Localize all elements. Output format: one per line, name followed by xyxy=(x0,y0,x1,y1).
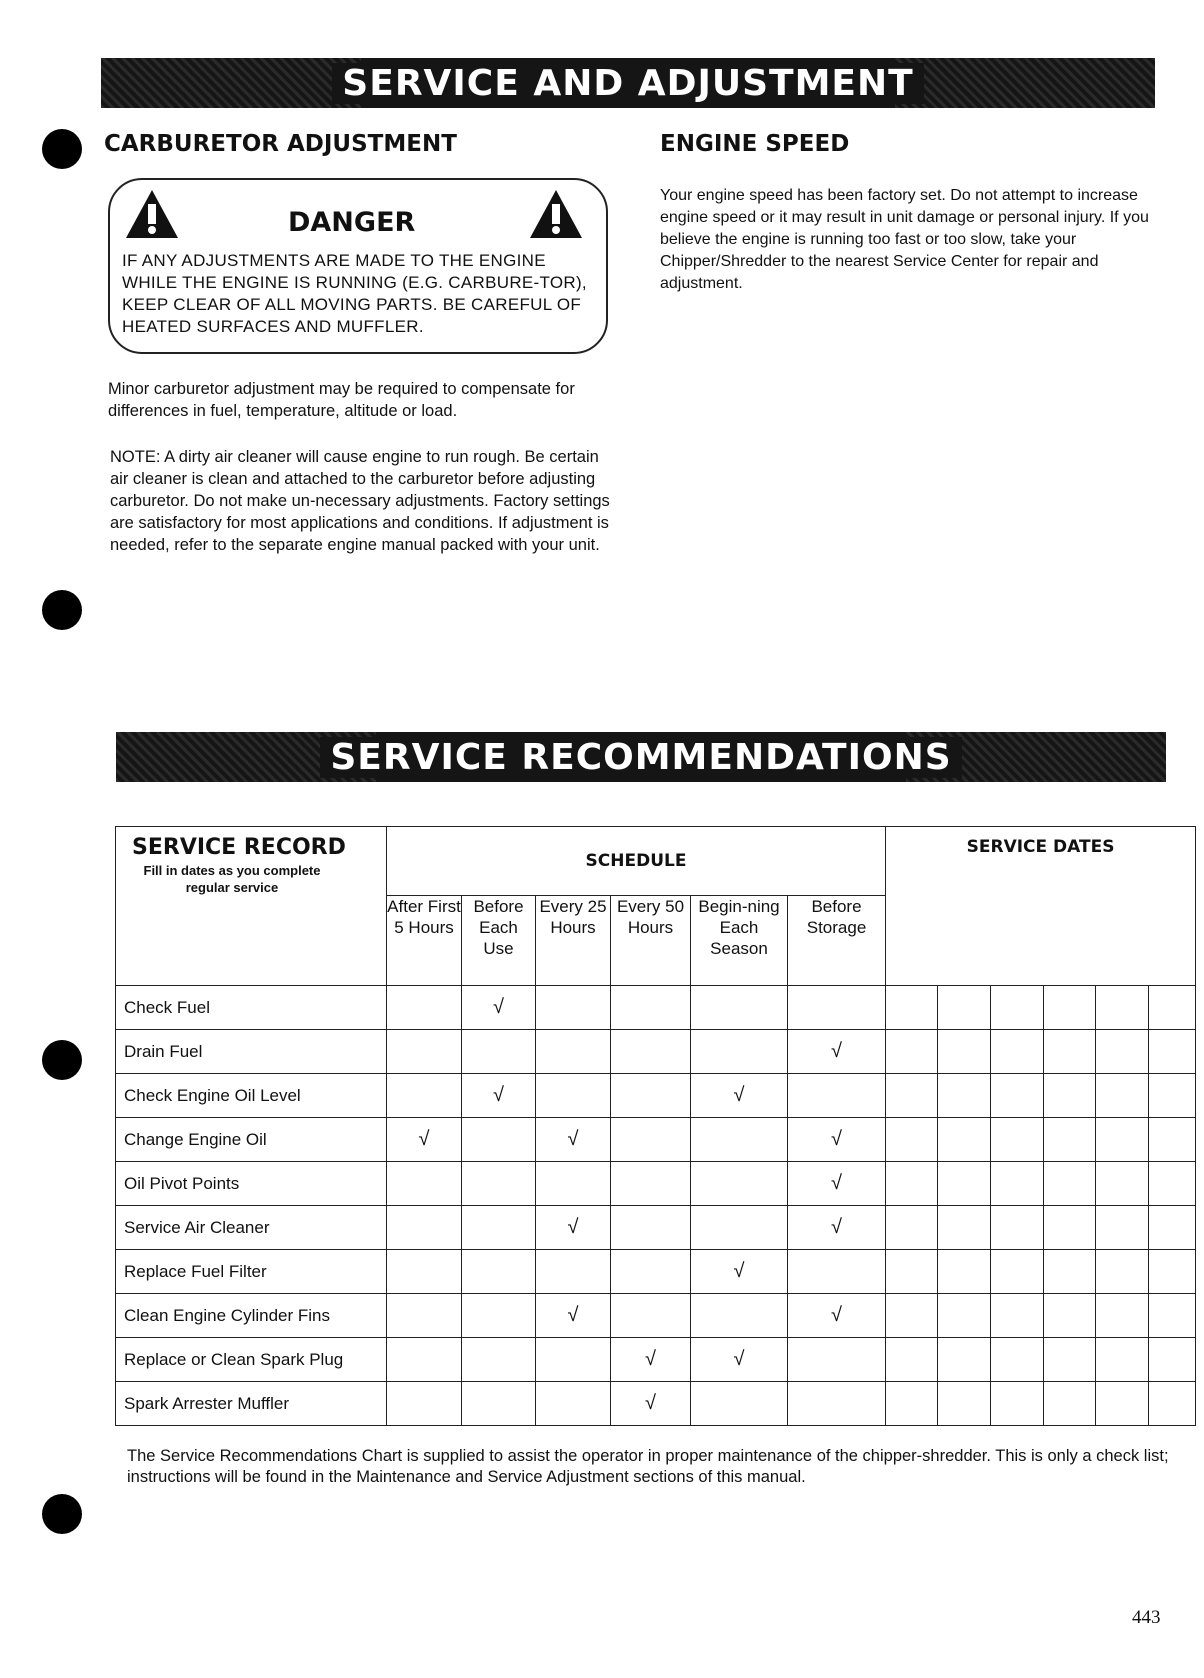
service-item-label: Change Engine Oil xyxy=(116,1118,387,1162)
service-date-cell[interactable] xyxy=(1096,1074,1149,1118)
service-date-cell[interactable] xyxy=(1149,1382,1196,1426)
checkmark-cell: √ xyxy=(462,1074,536,1118)
service-dates-header: SERVICE DATES xyxy=(886,827,1196,986)
schedule-cell xyxy=(462,1250,536,1294)
service-date-cell[interactable] xyxy=(886,1206,938,1250)
service-date-cell[interactable] xyxy=(1044,1118,1096,1162)
schedule-cell xyxy=(536,1382,611,1426)
schedule-cell xyxy=(387,1074,462,1118)
service-date-cell[interactable] xyxy=(1149,986,1196,1030)
service-date-cell[interactable] xyxy=(938,1338,991,1382)
service-date-cell[interactable] xyxy=(886,1294,938,1338)
warning-triangle-icon xyxy=(124,188,180,240)
service-date-cell[interactable] xyxy=(886,1382,938,1426)
schedule-cell xyxy=(387,1382,462,1426)
service-date-cell[interactable] xyxy=(886,1250,938,1294)
schedule-cell xyxy=(536,1338,611,1382)
service-date-cell[interactable] xyxy=(1149,1294,1196,1338)
checkmark-cell: √ xyxy=(788,1294,886,1338)
service-date-cell[interactable] xyxy=(886,1074,938,1118)
service-date-cell[interactable] xyxy=(1096,1250,1149,1294)
schedule-cell xyxy=(611,1118,691,1162)
service-date-cell[interactable] xyxy=(938,1118,991,1162)
service-date-cell[interactable] xyxy=(1149,1250,1196,1294)
schedule-cell xyxy=(462,1206,536,1250)
service-record-title: SERVICE RECORD xyxy=(132,835,346,860)
schedule-column-header: Before Storage xyxy=(788,895,886,985)
service-item-label: Oil Pivot Points xyxy=(116,1162,387,1206)
service-date-cell[interactable] xyxy=(938,986,991,1030)
banner-title: SERVICE AND ADJUSTMENT xyxy=(332,63,923,104)
punch-hole xyxy=(42,1494,82,1534)
service-date-cell[interactable] xyxy=(1044,1206,1096,1250)
table-row xyxy=(116,1030,1196,1074)
schedule-cell xyxy=(691,1294,788,1338)
service-date-cell[interactable] xyxy=(886,1338,938,1382)
service-item-label: Check Fuel xyxy=(116,986,387,1030)
service-date-cell[interactable] xyxy=(1149,1206,1196,1250)
schedule-cell xyxy=(788,1382,886,1426)
schedule-cell xyxy=(536,1074,611,1118)
service-date-cell[interactable] xyxy=(1044,1162,1096,1206)
service-date-cell[interactable] xyxy=(991,1074,1044,1118)
service-date-cell[interactable] xyxy=(1149,1162,1196,1206)
carburetor-heading: CARBURETOR ADJUSTMENT xyxy=(104,131,457,157)
note-paragraph: NOTE: A dirty air cleaner will cause engine to run rough. Be certain air cleaner is clean and attached to the carburetor before adjusting carburetor. Do not make un-necessary adjustments. Factory settings are satisfactory for most applications and conditions. If adjustment is needed, refer to the separate engine manual packed with your unit. xyxy=(110,448,610,554)
schedule-cell xyxy=(611,1206,691,1250)
service-date-cell[interactable] xyxy=(1044,1030,1096,1074)
schedule-cell xyxy=(788,1250,886,1294)
service-date-cell[interactable] xyxy=(1149,1074,1196,1118)
table-row xyxy=(116,1294,1196,1338)
service-date-cell[interactable] xyxy=(886,1030,938,1074)
checkmark-cell: √ xyxy=(691,1074,788,1118)
schedule-column-header: After First 5 Hours xyxy=(387,895,462,985)
service-table xyxy=(115,826,1196,1426)
checkmark-cell: √ xyxy=(691,1250,788,1294)
service-date-cell[interactable] xyxy=(886,986,938,1030)
service-date-cell[interactable] xyxy=(1096,1382,1149,1426)
schedule-cell xyxy=(536,986,611,1030)
service-date-cell[interactable] xyxy=(1096,1030,1149,1074)
schedule-cell xyxy=(691,1382,788,1426)
checkmark-cell: √ xyxy=(536,1294,611,1338)
danger-title: DANGER xyxy=(288,207,416,238)
schedule-cell xyxy=(611,1074,691,1118)
checkmark-cell: √ xyxy=(387,1118,462,1162)
service-date-cell[interactable] xyxy=(1044,1338,1096,1382)
service-date-cell[interactable] xyxy=(1044,986,1096,1030)
service-item-label: Check Engine Oil Level xyxy=(116,1074,387,1118)
schedule-cell xyxy=(462,1294,536,1338)
footer-text: The Service Recommendations Chart is supplied to assist the operator in proper maintenance of the chipper-shredder. This is only a check list; instructions will be found in the Maintenance and Service Adjustment sections of this manual. xyxy=(127,1447,1169,1486)
punch-hole xyxy=(42,129,82,169)
service-date-cell[interactable] xyxy=(1096,1162,1149,1206)
service-date-cell[interactable] xyxy=(991,1118,1044,1162)
schedule-cell xyxy=(611,1294,691,1338)
checkmark-cell: √ xyxy=(462,986,536,1030)
table-row xyxy=(116,1206,1196,1250)
service-date-cell[interactable] xyxy=(938,1250,991,1294)
checkmark-cell: √ xyxy=(788,1162,886,1206)
engine-speed-text: Your engine speed has been factory set. Do not attempt to increase engine speed or it may result in unit damage or personal injury. If you believe the engine is running too fast or too slow, take your Chipper/Shredder to the nearest Service Center for repair and adjustment. xyxy=(660,187,1149,292)
checkmark-cell: √ xyxy=(691,1338,788,1382)
table-row xyxy=(116,1382,1196,1426)
banner-title: SERVICE RECOMMENDATIONS xyxy=(320,737,961,778)
service-item-label: Replace Fuel Filter xyxy=(116,1250,387,1294)
schedule-column-header: Begin-ning Each Season xyxy=(691,895,788,985)
service-date-cell[interactable] xyxy=(1044,1074,1096,1118)
schedule-cell xyxy=(536,1250,611,1294)
service-date-cell[interactable] xyxy=(1044,1250,1096,1294)
schedule-cell xyxy=(611,1030,691,1074)
table-row xyxy=(116,986,1196,1030)
service-recommendations-banner xyxy=(116,732,1166,782)
checkmark-cell: √ xyxy=(611,1338,691,1382)
punch-hole xyxy=(42,1040,82,1080)
schedule-cell xyxy=(691,1030,788,1074)
schedule-cell xyxy=(387,1162,462,1206)
service-date-cell[interactable] xyxy=(1096,1118,1149,1162)
schedule-cell xyxy=(788,1338,886,1382)
schedule-cell xyxy=(387,986,462,1030)
schedule-cell xyxy=(788,1074,886,1118)
service-date-cell[interactable] xyxy=(1096,1338,1149,1382)
schedule-cell xyxy=(462,1030,536,1074)
checkmark-cell: √ xyxy=(536,1118,611,1162)
checkmark-cell: √ xyxy=(788,1206,886,1250)
service-date-cell[interactable] xyxy=(938,1030,991,1074)
schedule-cell xyxy=(387,1250,462,1294)
service-date-cell[interactable] xyxy=(991,1250,1044,1294)
service-item-label: Clean Engine Cylinder Fins xyxy=(116,1294,387,1338)
checkmark-cell: √ xyxy=(788,1118,886,1162)
service-date-cell[interactable] xyxy=(991,986,1044,1030)
service-date-cell[interactable] xyxy=(938,1162,991,1206)
service-date-cell[interactable] xyxy=(1044,1294,1096,1338)
service-item-label: Replace or Clean Spark Plug xyxy=(116,1338,387,1382)
schedule-cell xyxy=(536,1162,611,1206)
schedule-cell xyxy=(536,1030,611,1074)
schedule-cell xyxy=(691,986,788,1030)
service-date-cell[interactable] xyxy=(1096,1206,1149,1250)
table-row xyxy=(116,1250,1196,1294)
service-date-cell[interactable] xyxy=(886,1162,938,1206)
service-date-cell[interactable] xyxy=(991,1030,1044,1074)
service-date-cell[interactable] xyxy=(991,1162,1044,1206)
service-adjustment-banner xyxy=(101,58,1155,108)
service-date-cell[interactable] xyxy=(991,1338,1044,1382)
service-date-cell[interactable] xyxy=(938,1294,991,1338)
service-date-cell[interactable] xyxy=(1149,1338,1196,1382)
schedule-cell xyxy=(691,1206,788,1250)
service-date-cell[interactable] xyxy=(1096,986,1149,1030)
page-number: 443 xyxy=(1132,1607,1161,1628)
schedule-cell xyxy=(387,1206,462,1250)
service-date-cell[interactable] xyxy=(886,1118,938,1162)
service-date-cell[interactable] xyxy=(1096,1294,1149,1338)
warning-triangle-icon xyxy=(528,188,584,240)
schedule-cell xyxy=(387,1294,462,1338)
service-date-cell[interactable] xyxy=(1149,1118,1196,1162)
schedule-cell xyxy=(462,1382,536,1426)
service-date-cell[interactable] xyxy=(1044,1382,1096,1426)
service-date-cell[interactable] xyxy=(991,1294,1044,1338)
danger-text: IF ANY ADJUSTMENTS ARE MADE TO THE ENGINE WHILE THE ENGINE IS RUNNING (E.G. CARBURE-TOR), KEEP CLEAR OF ALL MOVING PARTS. BE CAREFUL OF HEATED SURFACES AND MUFFLER. xyxy=(122,251,587,336)
service-date-cell[interactable] xyxy=(991,1206,1044,1250)
schedule-header: SCHEDULE xyxy=(387,827,886,896)
schedule-cell xyxy=(691,1118,788,1162)
table-row xyxy=(116,1338,1196,1382)
service-record-subtitle: Fill in dates as you complete regular service xyxy=(143,863,321,895)
schedule-column-header: Every 50 Hours xyxy=(611,895,691,985)
schedule-cell xyxy=(611,1162,691,1206)
service-date-cell[interactable] xyxy=(938,1206,991,1250)
schedule-cell xyxy=(387,1338,462,1382)
service-record-header xyxy=(116,827,387,986)
schedule-cell xyxy=(788,986,886,1030)
schedule-column-header: Before Each Use xyxy=(462,895,536,985)
engine-speed-heading: ENGINE SPEED xyxy=(660,131,850,157)
schedule-column-header: Every 25 Hours xyxy=(536,895,611,985)
service-date-cell[interactable] xyxy=(938,1074,991,1118)
service-item-label: Spark Arrester Muffler xyxy=(116,1382,387,1426)
service-item-label: Drain Fuel xyxy=(116,1030,387,1074)
service-table-body xyxy=(116,986,1196,1426)
schedule-cell xyxy=(462,1118,536,1162)
schedule-cell xyxy=(611,1250,691,1294)
service-item-label: Service Air Cleaner xyxy=(116,1206,387,1250)
service-date-cell[interactable] xyxy=(938,1382,991,1426)
carburetor-paragraph: Minor carburetor adjustment may be required to compensate for differences in fuel, temperature, altitude or load. xyxy=(108,380,575,420)
checkmark-cell: √ xyxy=(611,1382,691,1426)
schedule-cell xyxy=(691,1162,788,1206)
schedule-cell xyxy=(462,1162,536,1206)
schedule-cell xyxy=(611,986,691,1030)
table-row xyxy=(116,1074,1196,1118)
schedule-cell xyxy=(387,1030,462,1074)
service-date-cell[interactable] xyxy=(991,1382,1044,1426)
checkmark-cell: √ xyxy=(788,1030,886,1074)
table-row xyxy=(116,1118,1196,1162)
service-date-cell[interactable] xyxy=(1149,1030,1196,1074)
table-row xyxy=(116,1162,1196,1206)
punch-hole xyxy=(42,590,82,630)
schedule-cell xyxy=(462,1338,536,1382)
checkmark-cell: √ xyxy=(536,1206,611,1250)
